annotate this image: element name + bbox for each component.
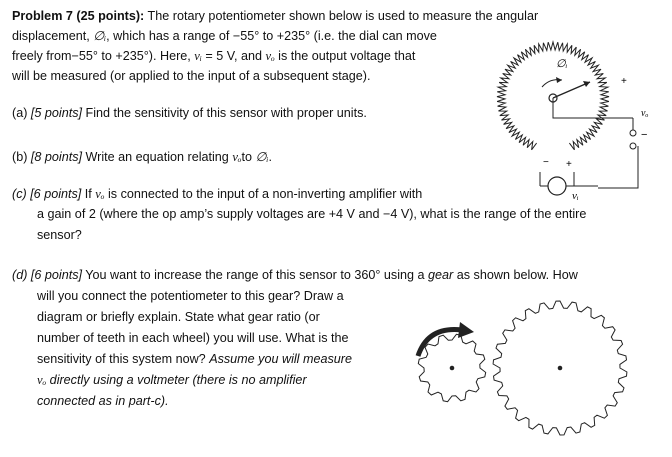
vo-terminal-bottom — [630, 143, 636, 149]
intro-text: is the output voltage that — [274, 49, 416, 63]
part-d-text: as shown below. How — [453, 268, 578, 282]
problem-intro-text: The rotary potentiometer shown below is used to measure the angular — [147, 9, 539, 23]
part-c-label: (c) — [12, 187, 27, 201]
part-b-points: [8 points] — [30, 150, 83, 164]
part-b-label: (b) — [12, 150, 28, 164]
part-d-text: Assume you will measure — [209, 352, 352, 366]
part-c-points: [6 points] — [30, 187, 82, 201]
voltage-source — [548, 177, 566, 195]
problem-header: Problem 7 (25 points): — [12, 9, 145, 23]
part-d-points: [6 points] — [30, 268, 83, 282]
part-c-text: If — [84, 187, 96, 201]
part-c-line-2: a gain of 2 (where the op amp’s supply voltages are +4 V and −4 V), what is the range of the entire — [37, 207, 587, 221]
wiper-arm — [553, 82, 590, 98]
phi-i-symbol: ∅ᵢ — [255, 150, 269, 164]
vo-plus: + — [621, 76, 627, 87]
vo-symbol: vₒ — [95, 187, 105, 201]
gear-diagram — [400, 290, 670, 450]
part-d-line-6 — [37, 373, 307, 388]
vo-terminal-top — [630, 130, 636, 136]
part-b-text: to — [241, 150, 256, 164]
part-d-line-2: will you connect the potentiometer to this gear? Draw a — [37, 289, 344, 303]
return-wire — [598, 146, 638, 188]
small-gear-axle — [450, 366, 455, 371]
vo-symbol: vₒ — [265, 49, 275, 63]
part-b-text: Write an equation relating — [85, 150, 233, 164]
wiper-wire — [553, 98, 633, 118]
part-c-text: is connected to the input of a non-inverting amplifier with — [104, 187, 423, 201]
part-a-points: [5 points] — [30, 106, 83, 120]
part-a-label: (a) — [12, 106, 28, 120]
part-d-label: (d) — [12, 268, 28, 282]
intro-text: , which has a range of −55° to +235° (i.e. the dial can move — [106, 29, 437, 43]
vo-symbol: vₒ — [37, 373, 47, 387]
source-plus: + — [566, 159, 572, 170]
part-c-line-1 — [12, 187, 422, 202]
part-d-line-4: number of teeth in each wheel) you will use. What is the — [37, 331, 349, 345]
part-d-text: You want to increase the range of this sensor to 360° using a — [85, 268, 429, 282]
rotation-arrowhead — [458, 322, 474, 338]
problem-intro-line-1 — [12, 9, 538, 24]
intro-text: freely from−55° to +235°). Here, — [12, 49, 195, 63]
potentiometer-diagram — [490, 40, 668, 210]
phi-i-symbol: ∅ᵢ — [93, 29, 107, 43]
part-d-line-1 — [12, 268, 578, 283]
part-b-text: . — [268, 150, 272, 164]
gear-word: gear — [428, 268, 454, 282]
part-d-text: sensitivity of this system now? — [37, 352, 210, 366]
part-d-line-5 — [37, 352, 352, 367]
vi-label: vᵢ — [572, 190, 579, 202]
problem-intro-line-2 — [12, 29, 437, 44]
intro-text: = 5 V, and — [201, 49, 266, 63]
part-c-line-3: sensor? — [37, 228, 82, 242]
vo-minus: − — [641, 129, 648, 141]
large-gear-axle — [558, 366, 563, 371]
problem-intro-line-3 — [12, 49, 415, 64]
phi-label: ∅ᵢ — [556, 58, 568, 70]
source-minus: − — [543, 157, 549, 168]
part-b — [12, 150, 272, 165]
angle-arc-arrowhead — [556, 77, 562, 83]
problem-intro-line-4: will be measured (or applied to the input of a subsequent stage). — [12, 69, 371, 83]
vo-label: vₒ — [641, 108, 649, 119]
part-d-line-7: connected as in part-c). — [37, 394, 169, 408]
part-d-text: directly using a voltmeter (there is no amplifier — [46, 373, 307, 387]
vi-symbol: vᵢ — [194, 49, 202, 63]
part-d-line-3: diagram or briefly explain. State what gear ratio (or — [37, 310, 320, 324]
intro-text: displacement, — [12, 29, 94, 43]
vo-symbol: vₒ — [232, 150, 242, 164]
part-a-text: Find the sensitivity of this sensor with proper units. — [85, 106, 367, 120]
part-a — [12, 106, 367, 121]
